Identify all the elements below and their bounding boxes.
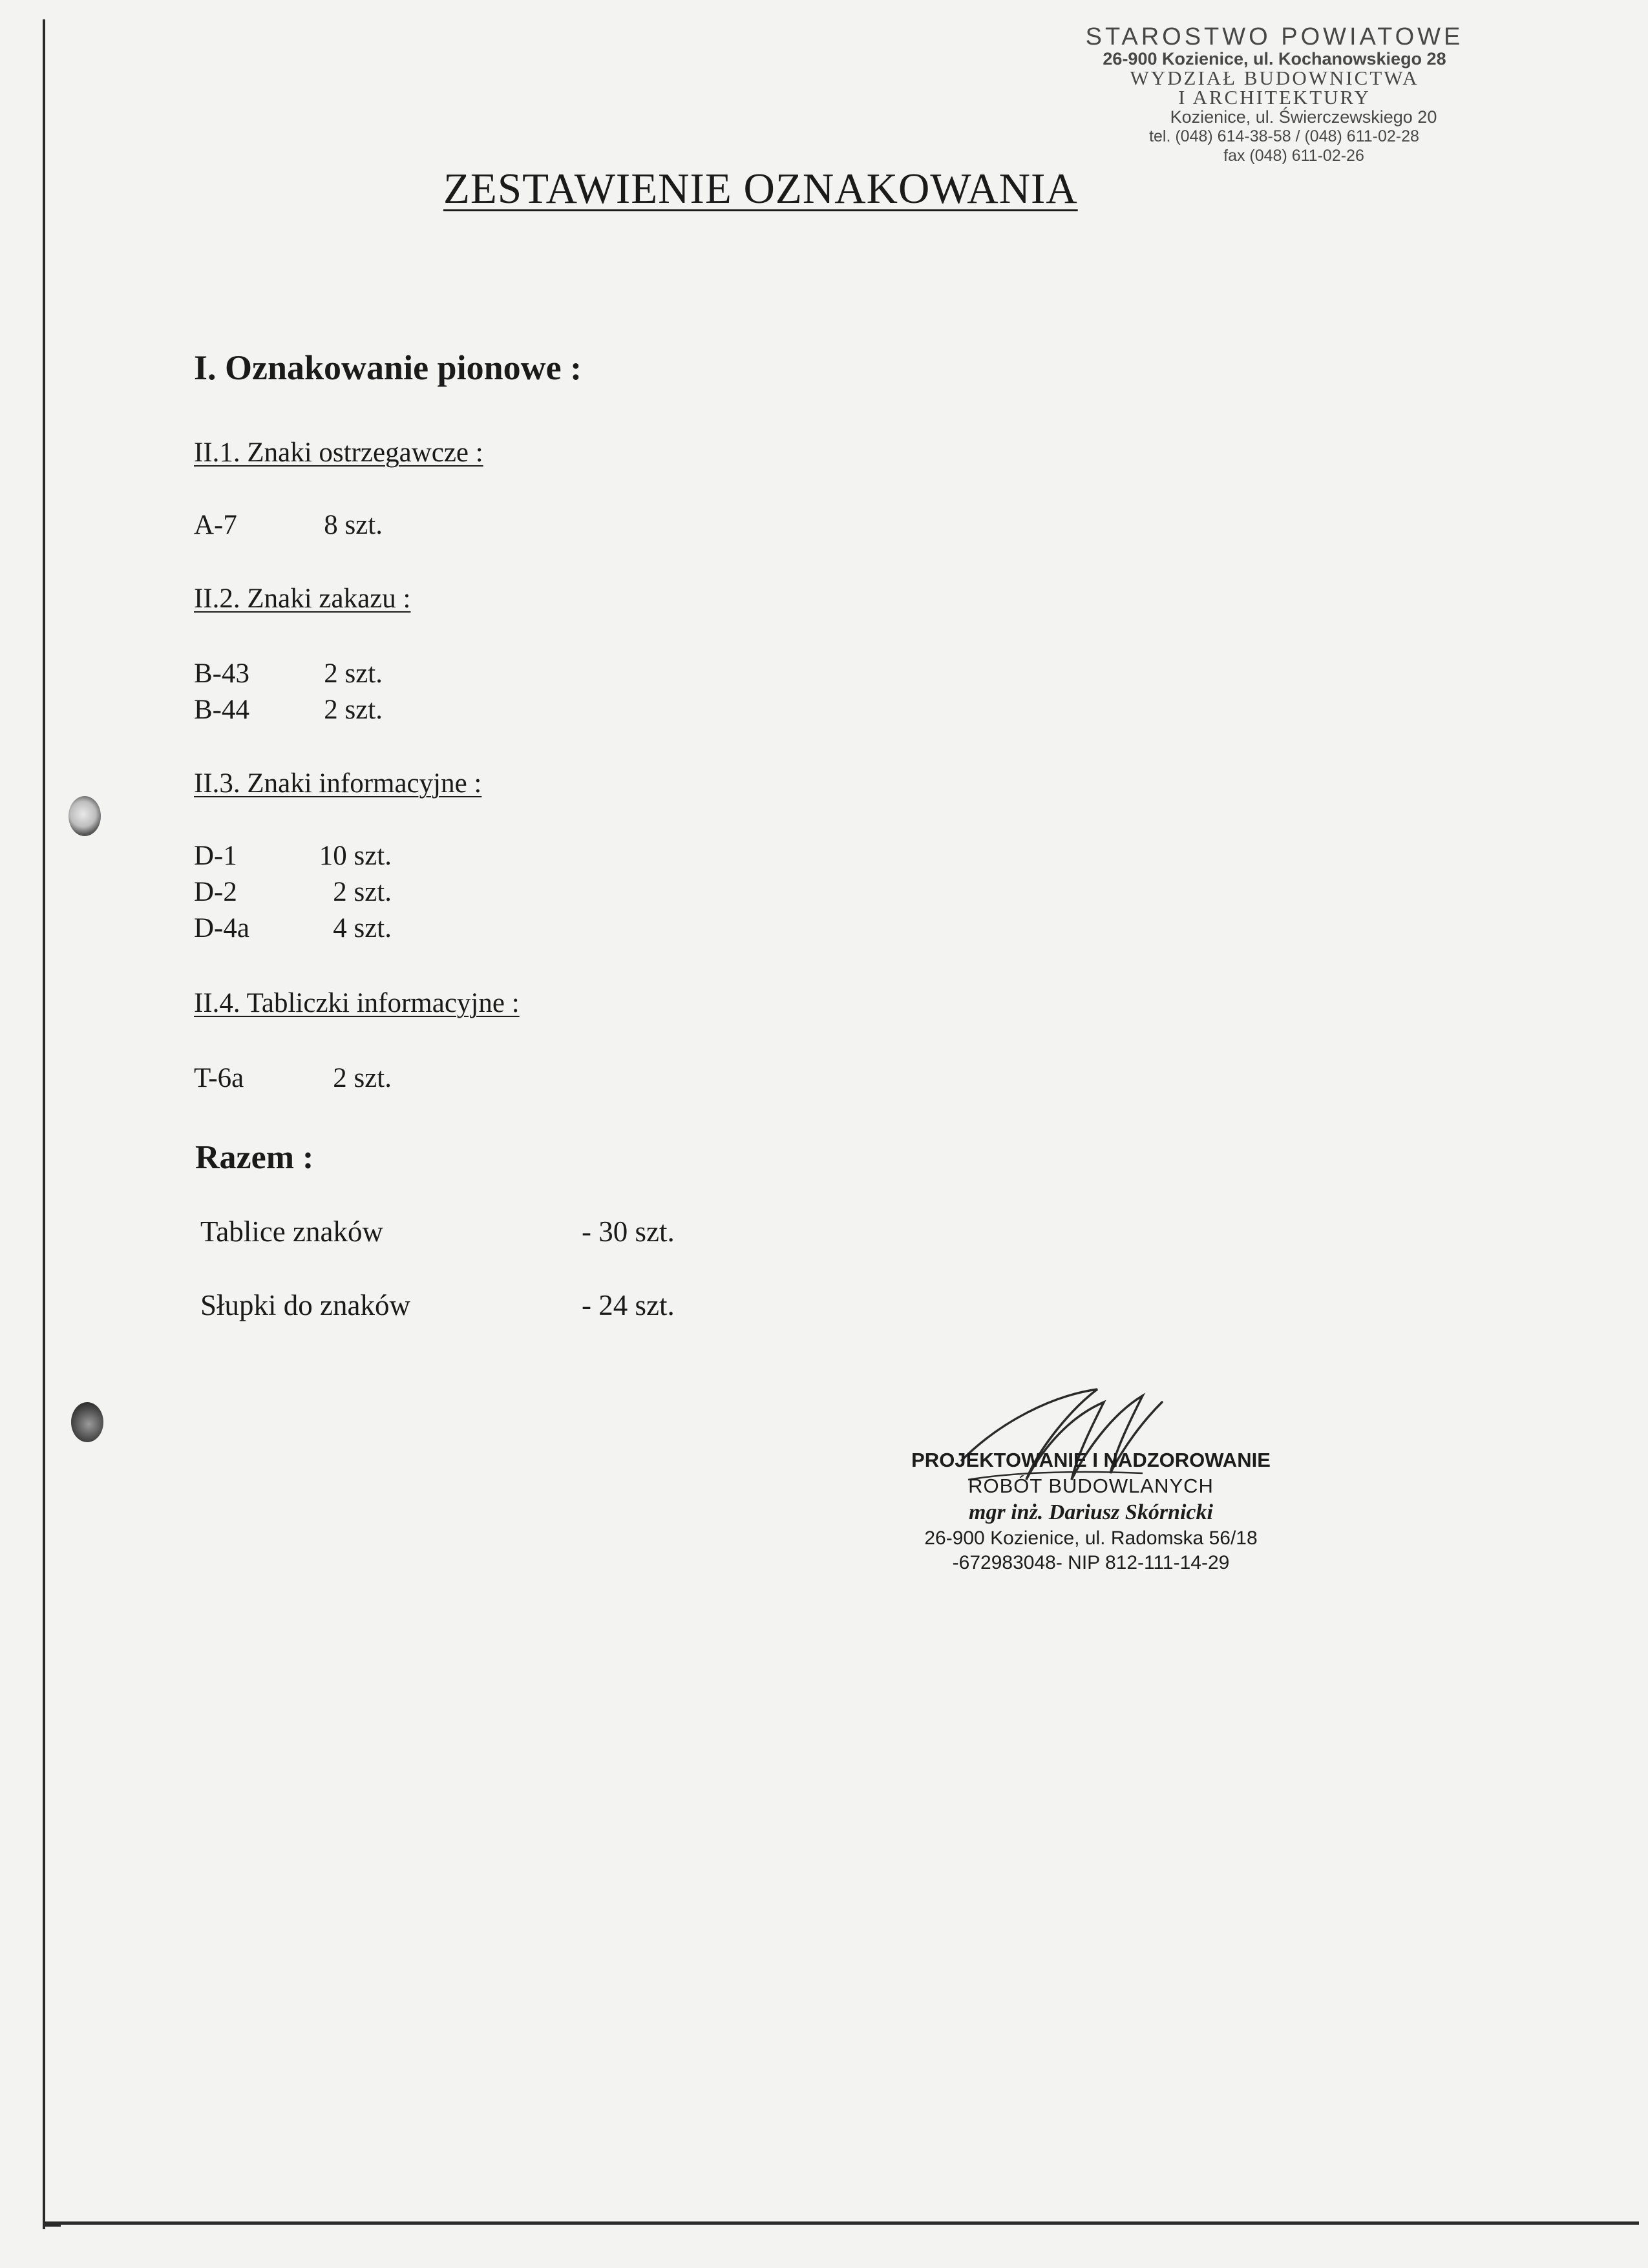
list-item — [194, 694, 383, 726]
document-title: ZESTAWIENIE OZNAKOWANIA — [443, 165, 1078, 213]
summary-label: Tablice znaków — [200, 1215, 383, 1248]
stamp-line: ROBÓT BUDOWLANYCH — [968, 1475, 1214, 1497]
summary-row — [200, 1215, 675, 1248]
stamp-line: -672983048- NIP 812-111-14-29 — [952, 1552, 1230, 1573]
scan-bottom-edge — [43, 2221, 1639, 2225]
sign-quantity: 2 szt. — [324, 695, 383, 725]
stamp-line: PROJEKTOWANIE I NADZOROWANIE — [911, 1449, 1271, 1471]
punch-hole — [71, 1402, 103, 1442]
sign-quantity: 10 szt. — [319, 841, 392, 871]
scan-corner — [43, 2210, 61, 2227]
group-heading: II.4. Tabliczki informacyjne : — [194, 988, 520, 1018]
sign-quantity: 2 szt. — [333, 1063, 392, 1093]
sign-quantity: 8 szt. — [324, 510, 383, 540]
group-heading: II.3. Znaki informacyjne : — [194, 768, 482, 799]
summary-value: - 24 szt. — [582, 1289, 675, 1321]
sign-code: D-4a — [194, 913, 249, 943]
stamp-line: 26-900 Kozienice, ul. Kochanowskiego 28 — [1103, 49, 1446, 68]
sign-code: A-7 — [194, 510, 237, 540]
sign-code: B-44 — [194, 695, 249, 725]
sign-quantity: 4 szt. — [333, 913, 392, 943]
sign-code: D-2 — [194, 877, 237, 907]
designer-stamp — [903, 1447, 1278, 1575]
sign-code: T-6a — [194, 1063, 244, 1093]
group-heading: II.1. Znaki ostrzegawcze : — [194, 437, 483, 468]
stamp-line: fax (048) 611-02-26 — [1223, 147, 1364, 165]
stamp-line: tel. (048) 614-38-58 / (048) 611-02-28 — [1149, 127, 1419, 145]
stamp-line: STAROSTWO POWIATOWE — [1085, 23, 1464, 50]
list-item — [194, 509, 383, 541]
stamp-line: I ARCHITEKTURY — [1178, 86, 1371, 109]
office-stamp — [1042, 25, 1507, 165]
stamp-line: WYDZIAŁ BUDOWNICTWA — [1130, 67, 1419, 89]
section-heading: I. Oznakowanie pionowe : — [194, 348, 582, 387]
stamp-line: mgr inż. Dariusz Skórnicki — [969, 1500, 1213, 1524]
sign-quantity: 2 szt. — [324, 658, 383, 689]
group-heading: II.2. Znaki zakazu : — [194, 583, 411, 614]
list-item — [194, 912, 392, 944]
list-item — [194, 876, 392, 908]
stamp-line: Kozienice, ul. Świerczewskiego 20 — [1170, 107, 1437, 127]
sign-code: D-1 — [194, 841, 237, 871]
list-item — [194, 840, 392, 872]
sign-code: B-43 — [194, 658, 249, 689]
summary-row — [200, 1288, 675, 1322]
stamp-line: 26-900 Kozienice, ul. Radomska 56/18 — [924, 1528, 1258, 1549]
scan-left-edge — [43, 19, 45, 2229]
summary-label: Słupki do znaków — [200, 1289, 410, 1321]
summary-value: - 30 szt. — [582, 1215, 675, 1248]
punch-hole — [69, 796, 101, 836]
sign-quantity: 2 szt. — [333, 877, 392, 907]
list-item — [194, 658, 383, 689]
list-item — [194, 1062, 392, 1094]
summary-heading: Razem : — [195, 1139, 314, 1176]
